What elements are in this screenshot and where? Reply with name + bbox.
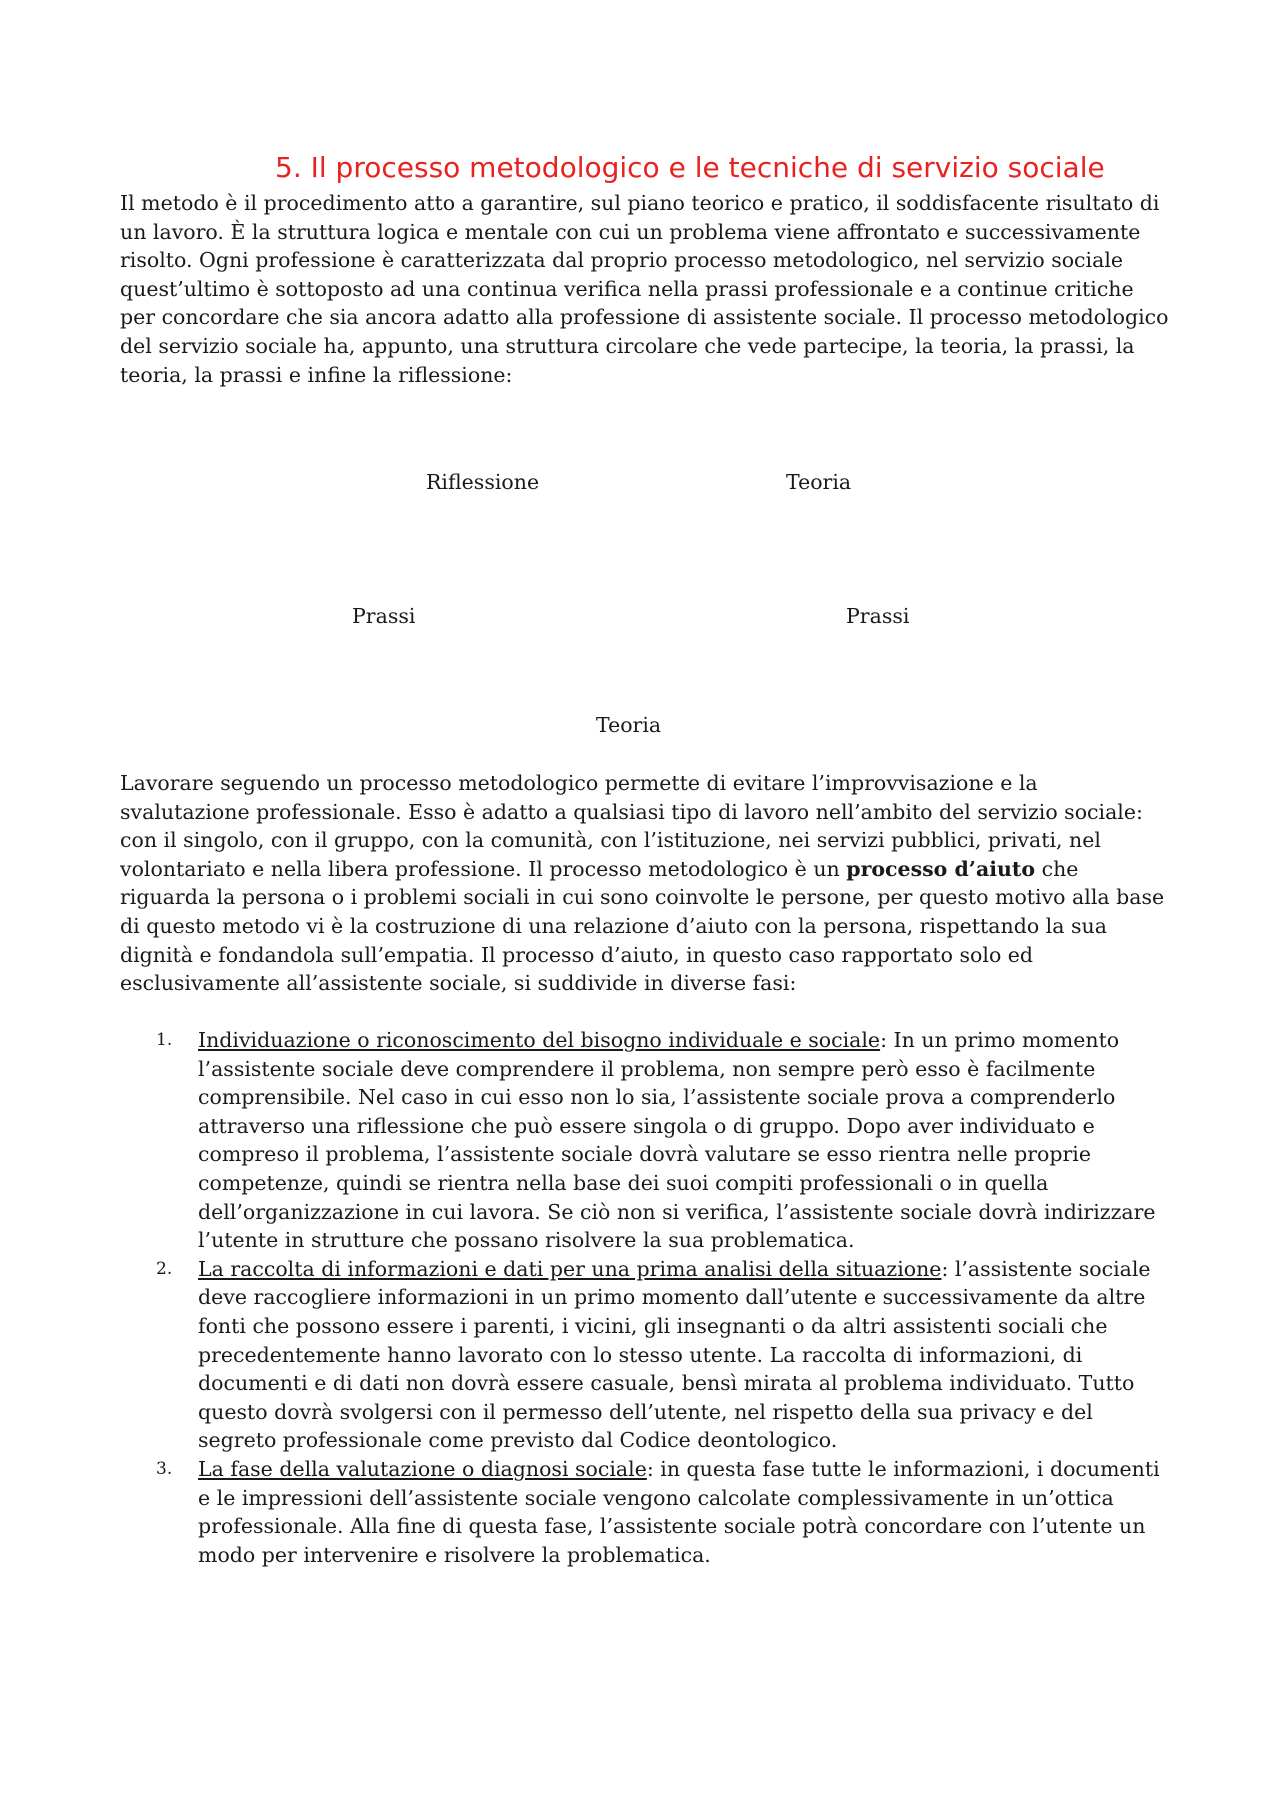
body-text-before: Lavorare seguendo un processo metodologico permette di evitare l’improvvisazione e la svalutazione professionale. Esso è adatto a qualsiasi tipo di lavoro nell’ambito del servizio sociale: con il singolo, con il gruppo, con la comunità, con l’istituzione, nei servizi pubblici, privati, nel volontariato e nella libera professione. Il processo metodologico è un	[120, 771, 1143, 881]
step-text: : l’assistente sociale deve raccogliere informazioni in un primo momento dall’utente e successivamente da altre fonti che possono essere i parenti, i vicini, gli insegnanti o da altri assistenti sociali che precedentemente hanno lavorato con lo stesso utente. La raccolta di informazioni, di documenti e di dati non dovrà essere casuale, bensì mirata al problema individuato. Tutto questo dovrà svolgersi con il permesso dell’utente, nel rispetto della sua privacy e del segreto professionale come previsto dal Codice deontologico.	[198, 1256, 1151, 1453]
body-paragraph	[120, 769, 1170, 998]
cycle-label-prassi-right: Prassi	[846, 604, 910, 628]
list-item	[120, 1455, 1170, 1569]
step-heading: La raccolta di informazioni e dati per una prima analisi della situazione	[198, 1256, 942, 1281]
step-number: 3.	[156, 1458, 173, 1479]
step-text: : in questa fase tutte le informazioni, i documenti e le impressioni dell’assistente sociale vengono calcolate complessivamente in un’ottica professionale. Alla fine di questa fase, l’assistente sociale potrà concordare con l’utente un modo per intervenire e risolvere la problematica.	[198, 1456, 1160, 1567]
list-item	[120, 1026, 1170, 1255]
step-text: : In un primo momento l’assistente sociale deve comprendere il problema, non sempre però esso è facilmente comprensibile. Nel caso in cui esso non lo sia, l’assistente sociale prova a comprenderlo attraverso una riflessione che può essere singola o di gruppo. Dopo aver individuato e compreso il problema, l’assistente sociale dovrà valutare se esso rientra nelle proprie competenze, quindi se rientra nella base dei suoi compiti professionali o in quella dell’organizzazione in cui lavora. Se ciò non si verifica, l’assistente sociale dovrà indirizzare l’utente in strutture che possano risolvere la sua problematica.	[198, 1028, 1156, 1253]
cycle-label-riflessione: Riflessione	[426, 470, 540, 494]
body-text-after: che riguarda la persona o i problemi sociali in cui sono coinvolte le persone, per questo motivo alla base di questo metodo vi è la costruzione di una relazione d’aiuto con la persona, rispettando la sua dignità e fondandola sull’empatia. Il processo d’aiuto, in questo caso rapportato solo ed esclusivamente all’assistente sociale, si suddivide in diverse fasi:	[120, 856, 1165, 996]
list-item	[120, 1255, 1170, 1455]
cycle-label-prassi-left: Prassi	[352, 604, 416, 628]
step-heading: La fase della valutazione o diagnosi sociale	[198, 1456, 647, 1481]
intro-paragraph: Il metodo è il procedimento atto a garantire, sul piano teorico e pratico, il soddisfacente risultato di un lavoro. È la struttura logica e mentale con cui un problema viene affrontato e successivamente risolto. Ogni professione è caratterizzata dal proprio processo metodologico, nel servizio sociale quest’ultimo è sottoposto ad una continua verifica nella prassi professionale e a continue critiche per concordare che sia ancora adatto alla professione di assistente sociale. Il processo metodologico del servizio sociale ha, appunto, una struttura circolare che vede partecipe, la teoria, la prassi, la teoria, la prassi e infine la riflessione:	[120, 191, 1169, 387]
cycle-label-teoria-bottom: Teoria	[596, 713, 662, 737]
cycle-label-teoria-top: Teoria	[786, 470, 852, 494]
step-number: 2.	[156, 1258, 173, 1279]
section-title: 5. Il processo metodologico e le tecniche di servizio sociale	[275, 151, 1105, 184]
step-heading: Individuazione o riconoscimento del bisogno individuale e sociale	[198, 1028, 881, 1052]
body-bold-term: processo d’aiuto	[846, 856, 1036, 881]
step-number: 1.	[156, 1030, 173, 1050]
steps-list	[120, 1026, 1170, 1569]
